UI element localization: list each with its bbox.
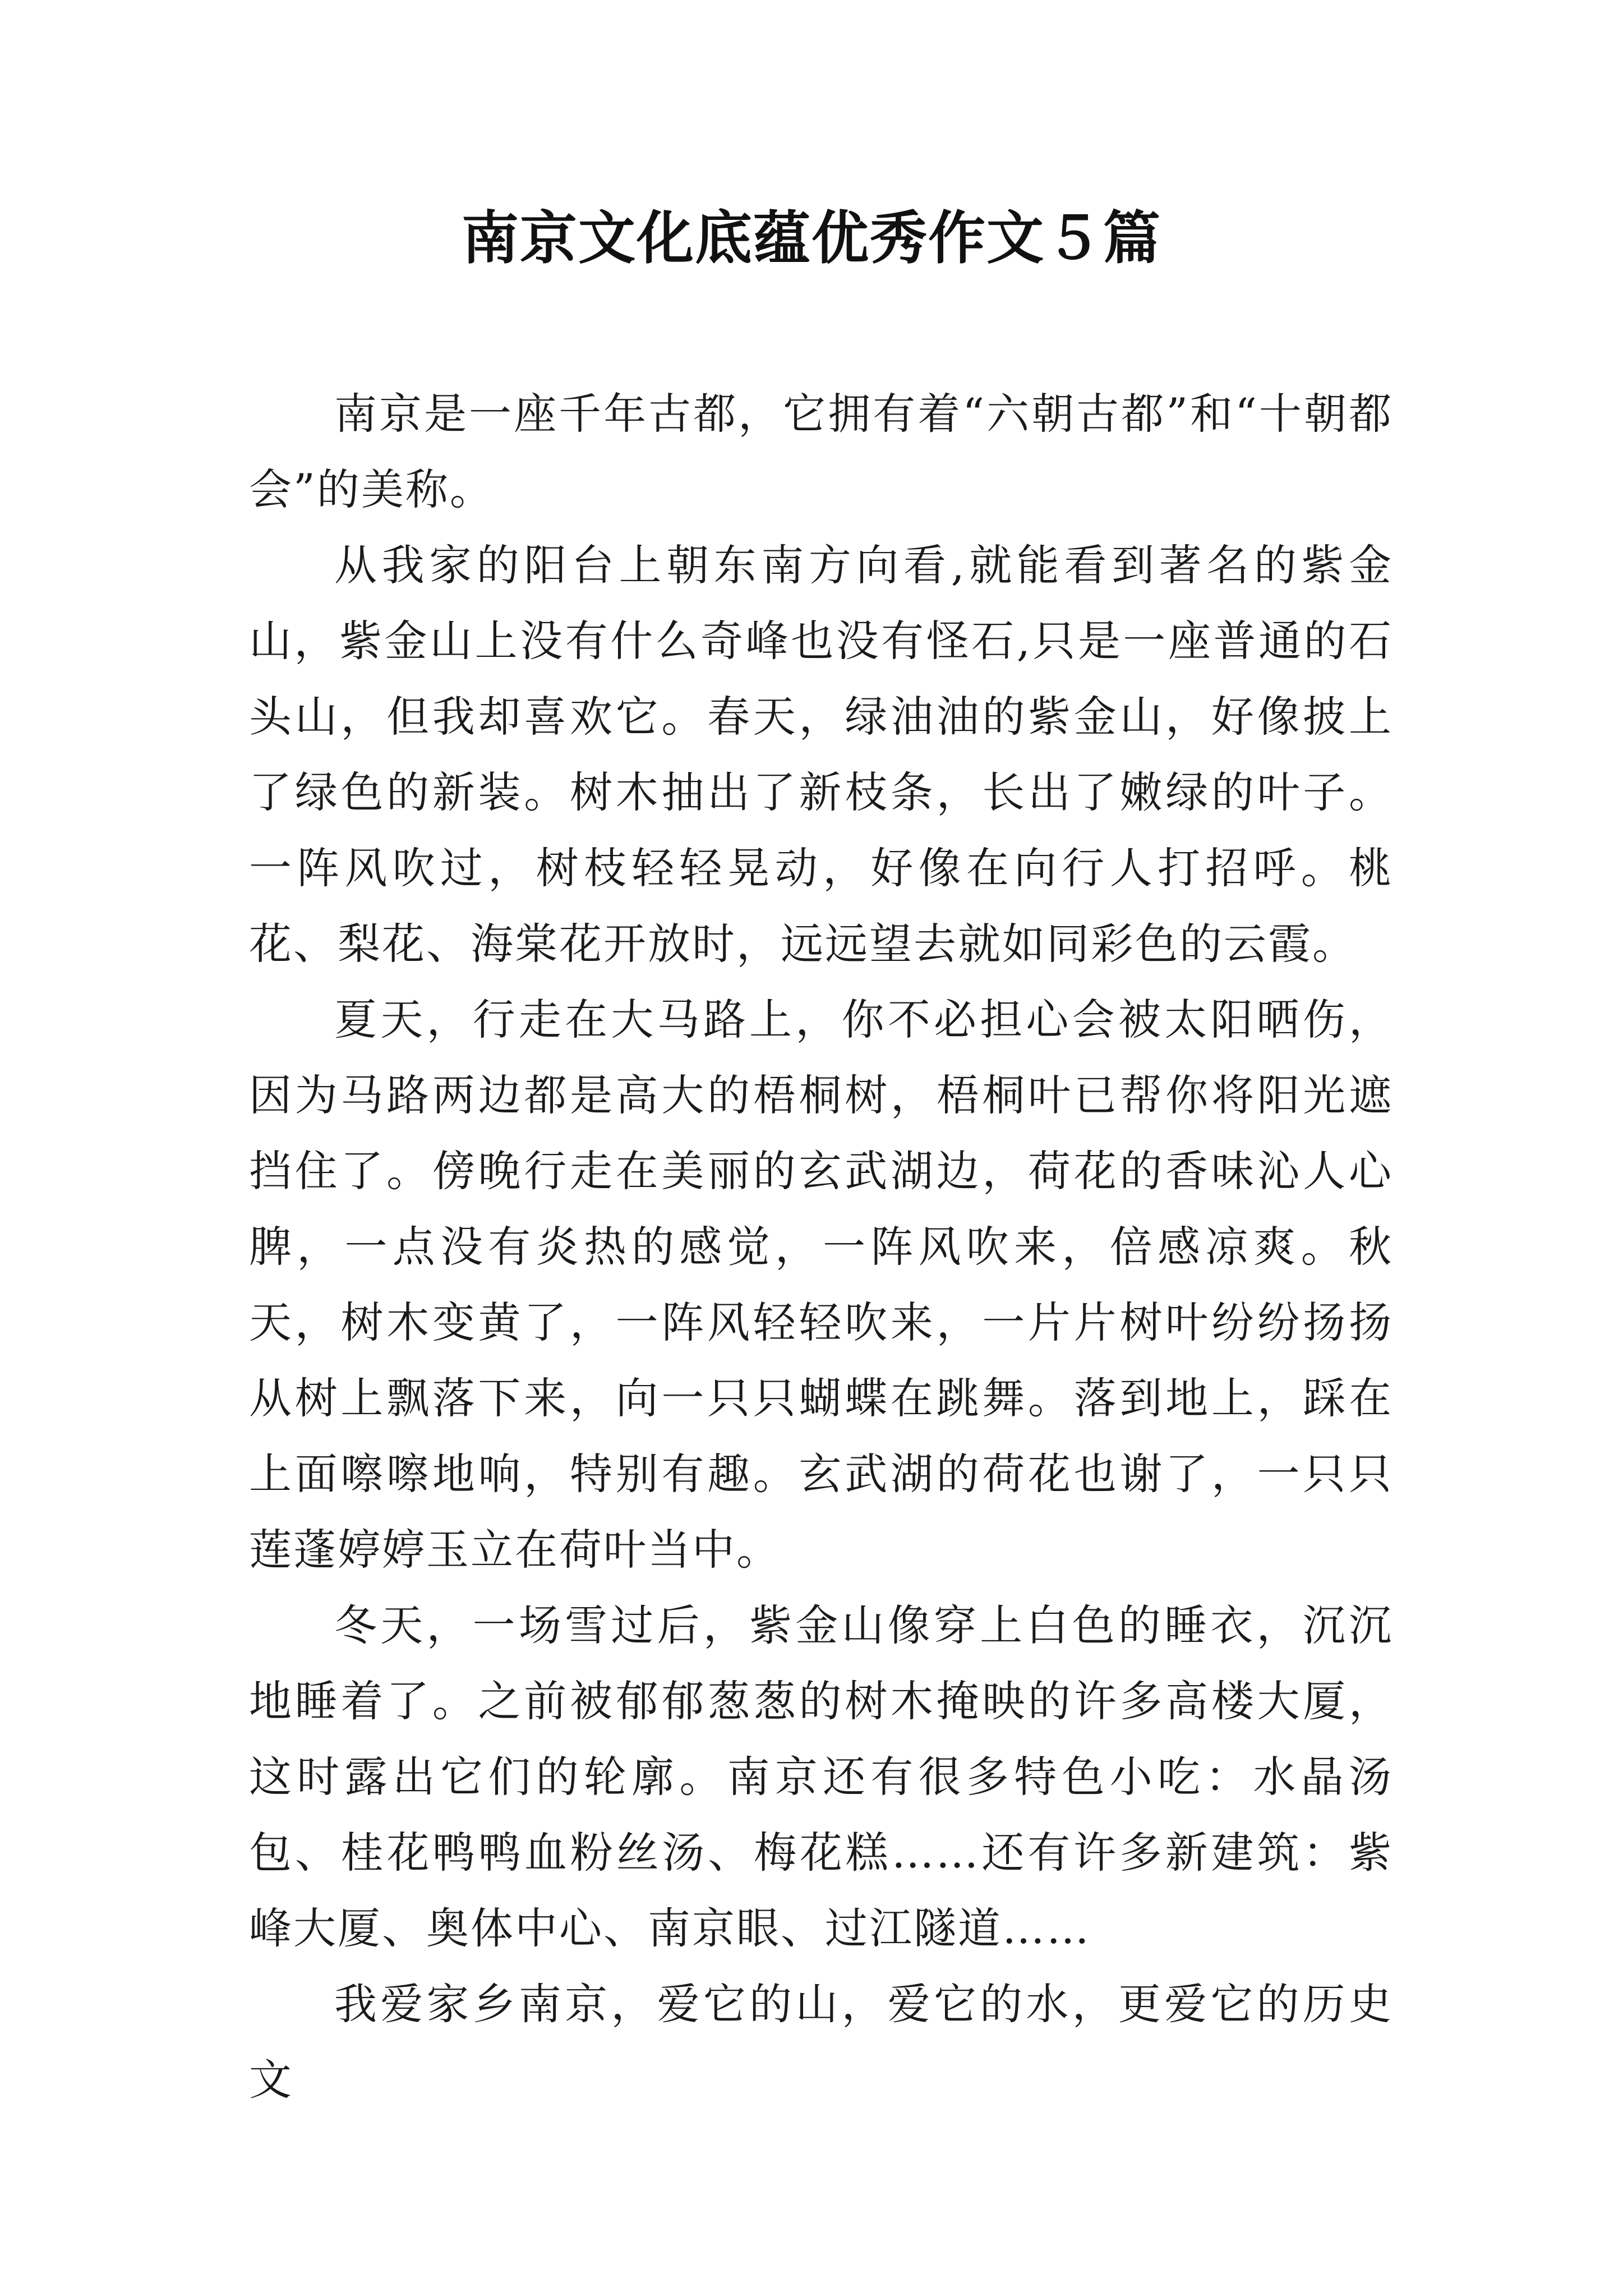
paragraph-intro: 南京是一座千年古都，它拥有着“六朝古都”和“十朝都会”的美称。 <box>249 389 1393 514</box>
paragraph-winter: 冬天，一场雪过后，紫金山像穿上白色的睡衣，沉沉地睡着了。之前被郁郁葱葱的树木掩映的许多高楼大厦，这时露出它们的轮廓。南京还有很多特色小吃：水晶汤包、桂花鸭鸭血粉丝汤、梅花糕……还有许多新建筑：紫峰大厦、奥体中心、南京眼、过江隧道…… <box>249 1600 1393 1953</box>
document-body <box>249 376 1393 2118</box>
paragraph-summer-autumn: 夏天，行走在大马路上，你不必担心会被太阳晒伤，因为马路两边都是高大的梧桐树，梧桐叶已帮你将阳光遮挡住了。傍晚行走在美丽的玄武湖边，荷花的香味沁人心脾，一点没有炎热的感觉，一阵风吹来，倍感凉爽。秋天，树木变黄了，一阵风轻轻吹来，一片片树叶纷纷扬扬从树上飘落下来，向一只只蝴蝶在跳舞。落到地上，踩在上面嚓嚓地响，特别有趣。玄武湖的荷花也谢了，一只只莲蓬婷婷玉立在荷叶当中。 <box>249 995 1393 1575</box>
paragraph-conclusion: 我爱家乡南京，爱它的山，爱它的水，更爱它的历史文 <box>249 1979 1393 2105</box>
document-title: 南京文化底蕴优秀作文５篇 <box>462 205 1161 272</box>
paragraph-spring: 从我家的阳台上朝东南方向看,就能看到著名的紫金山，紫金山上没有什么奇峰也没有怪石,只是一座普通的石头山，但我却喜欢它。春天，绿油油的紫金山，好像披上了绿色的新装。树木抽出了新枝条，长出了嫩绿的叶子。一阵风吹过，树枝轻轻晃动，好像在向行人打招呼。桃花、梨花、海棠花开放时，远远望去就如同彩色的云霞。 <box>249 540 1393 969</box>
